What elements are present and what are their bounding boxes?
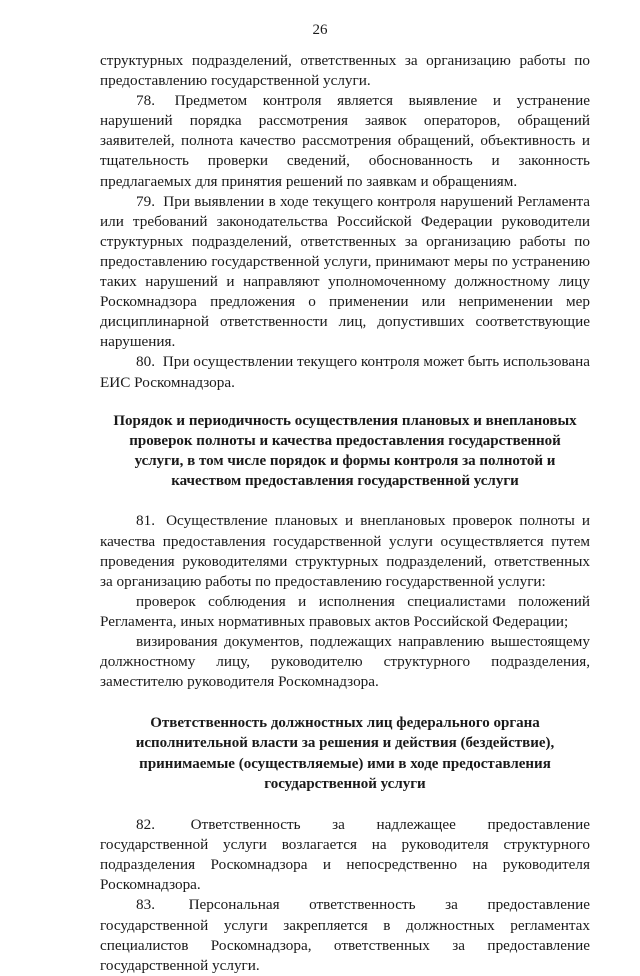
paragraph-number: 81.: [136, 512, 155, 530]
paragraph-80: [100, 352, 590, 392]
paragraph-text: Предметом контроля является выявление и устранение нарушений порядка рассмотрения заявок операторов, обращений заявителей, полнота качество рассмотрения обращений, объективность и тщательность проверки сведений, обоснованность и законность предлагаемых для принятия решений по заявкам и обращениям.: [100, 92, 590, 190]
document-body: [100, 51, 590, 976]
paragraph-83: [100, 895, 590, 975]
paragraph-text: Ответственность за надлежащее предоставление государственной услуги возлагается на руководителя структурного подразделения Роскомнадзора и непосредственно на руководителя Роскомнадзора.: [100, 816, 591, 894]
paragraph-82: [100, 815, 590, 895]
paragraph-text: Осуществление плановых и внеплановых проверок полноты и качества предоставления государственной услуги осуществляется путем проведения руководителями структурных подразделений, ответственных за организацию работы по предоставлению государственной услуги:: [100, 512, 591, 590]
page-number: 26: [312, 22, 328, 38]
section-heading-responsibility: Ответственность должностных лиц федерального органа исполнительной власти за решения и действия (бездействие), принимаемые (осуществляемые) ими в ходе предоставления государственной услуги: [135, 715, 555, 792]
paragraph-78: [100, 91, 590, 191]
paragraph-list-item: [100, 632, 590, 692]
paragraph-number: 78.: [136, 92, 155, 110]
section-heading-inspections: Порядок и периодичность осуществления плановых и внеплановых проверок полноты и качества предоставления государственной услуги, в том числе порядок и формы контроля за полнотой и качеством предоставления государственной услуги: [113, 412, 577, 490]
paragraph-number: 83.: [136, 896, 155, 914]
paragraph-text: Персональная ответственность за предоставление государственной услуги закрепляется в должностных регламентах специалистов Роскомнадзора, ответственных за предоставление государственной услуги.: [100, 896, 590, 974]
paragraph-number: 82.: [136, 816, 155, 834]
paragraph-text: структурных подразделений, ответственных за организацию работы по предоставлению государственной услуги.: [100, 52, 590, 90]
paragraph-79: [100, 192, 590, 353]
paragraph-text: визирования документов, подлежащих направлению вышестоящему должностному лицу, руководителю структурного подразделения, заместителю руководителя Роскомнадзора.: [100, 632, 590, 691]
paragraph-text: При выявлении в ходе текущего контроля нарушений Регламента или требований законодательства Российской Федерации руководители структурных подразделений, ответственных за организацию работы по предоставлению государственной услуги, принимают меры по устранению таких нарушений и направляют уполномоченному должностному лицу Роскомнадзора предложения о применении или неприменении мер дисциплинарной ответственности лиц, допустивших соответствующие нарушения.: [100, 192, 591, 351]
paragraph-81: [100, 511, 590, 591]
paragraph-text: При осуществлении текущего контроля может быть использована ЕИС Роскомнадзора.: [100, 353, 590, 391]
paragraph-list-item: [100, 592, 590, 632]
paragraph-number: 80.: [136, 353, 155, 371]
paragraph-continuation: [100, 51, 590, 91]
paragraph-number: 79.: [136, 192, 155, 210]
paragraph-text: проверок соблюдения и исполнения специалистами положений Регламента, иных нормативных правовых актов Российской Федерации;: [100, 592, 590, 630]
